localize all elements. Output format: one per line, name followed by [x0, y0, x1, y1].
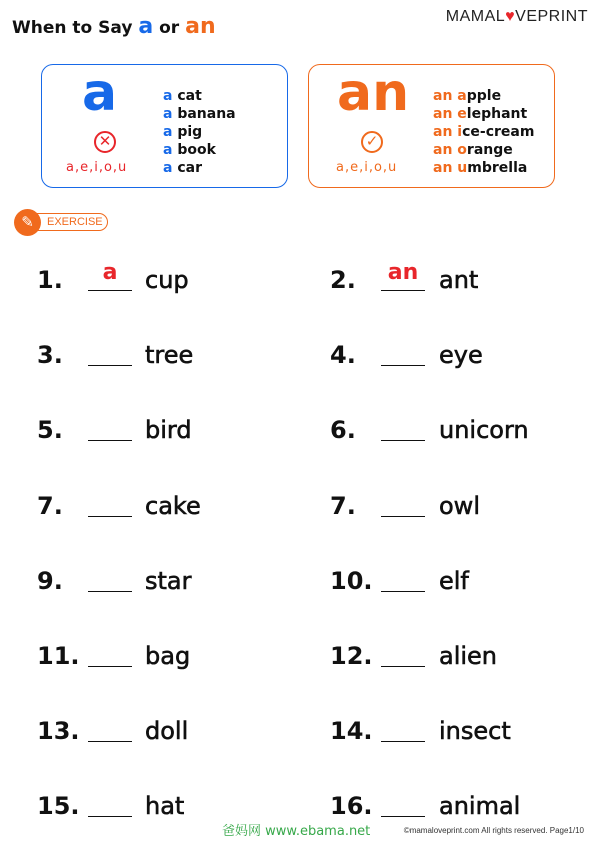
- example-item: a pig: [163, 124, 203, 140]
- answer-blank[interactable]: [88, 516, 132, 517]
- exercise-item: [37, 638, 267, 674]
- cross-icon: ✕: [94, 131, 116, 153]
- exercise-item: [330, 563, 560, 599]
- examples-list-an: [433, 87, 534, 177]
- big-letter-a: a: [82, 63, 118, 123]
- title-a: a: [138, 14, 154, 39]
- item-word: insect: [439, 717, 511, 746]
- item-word: elf: [439, 566, 469, 595]
- example-item: an ice-cream: [433, 124, 535, 140]
- title-or: or: [153, 18, 186, 38]
- example-item: a book: [163, 142, 216, 158]
- item-number: 14.: [330, 717, 373, 746]
- item-word: bag: [145, 642, 191, 670]
- logo-text-right: VEPRINT: [515, 8, 588, 25]
- answer-blank[interactable]: [381, 741, 425, 742]
- example-item: an orange: [433, 142, 513, 158]
- copyright-footer: ©mamaloveprint.com All rights reserved. Page1/10: [403, 826, 584, 835]
- brand-logo: [446, 8, 588, 26]
- item-word: cake: [145, 491, 201, 520]
- item-word: unicorn: [439, 416, 529, 445]
- exercise-label: EXERCISE: [26, 213, 108, 231]
- item-word: doll: [145, 717, 189, 746]
- example-item: a cat: [163, 88, 202, 104]
- page-title: [12, 14, 216, 39]
- answer-blank[interactable]: [381, 365, 425, 366]
- exercise-header: [14, 209, 109, 235]
- answer-blank[interactable]: [88, 816, 132, 817]
- item-number: 3.: [37, 341, 63, 370]
- item-number: 11.: [37, 642, 80, 670]
- item-number: 13.: [37, 717, 80, 746]
- rule-box-an: [308, 64, 555, 188]
- exercise-item: [330, 262, 560, 298]
- answer-blank[interactable]: [381, 290, 425, 291]
- item-number: 16.: [330, 792, 373, 821]
- item-word: cup: [145, 266, 189, 294]
- item-number: 4.: [330, 341, 356, 370]
- vowels-label: a,e,i,o,u: [336, 160, 398, 175]
- item-word: hat: [145, 792, 185, 821]
- exercise-item: [37, 563, 267, 599]
- answer-blank[interactable]: [381, 440, 425, 441]
- exercise-item: [37, 488, 267, 524]
- exercise-item: [330, 788, 560, 824]
- answer-blank[interactable]: [381, 666, 425, 667]
- vowels-label: a,e,i,o,u: [66, 160, 128, 175]
- item-word: bird: [145, 416, 192, 445]
- check-icon: ✓: [361, 131, 383, 153]
- item-number: 1.: [37, 266, 63, 294]
- item-word: animal: [439, 792, 521, 821]
- answer-blank[interactable]: [88, 290, 132, 291]
- exercise-item: [330, 488, 560, 524]
- title-an: an: [185, 14, 216, 39]
- big-letter-an: an: [337, 63, 410, 123]
- item-word: alien: [439, 642, 498, 670]
- title-prefix: When to Say: [12, 18, 139, 38]
- answer-blank[interactable]: [88, 666, 132, 667]
- exercise-item: [330, 337, 560, 373]
- answer-blank[interactable]: [381, 516, 425, 517]
- exercise-item: [330, 638, 560, 674]
- exercise-item: [37, 337, 267, 373]
- pencil-icon: ✎: [14, 209, 41, 236]
- item-word: tree: [145, 341, 194, 370]
- exercise-item: [37, 262, 267, 298]
- exercise-item: [330, 412, 560, 448]
- item-word: owl: [439, 491, 480, 520]
- item-word: star: [145, 566, 192, 595]
- answer-text: a: [102, 260, 118, 285]
- item-number: 12.: [330, 642, 373, 670]
- answer-blank[interactable]: [88, 741, 132, 742]
- item-number: 7.: [37, 491, 63, 520]
- answer-blank[interactable]: [381, 591, 425, 592]
- examples-list-a: [163, 87, 236, 177]
- example-item: an elephant: [433, 106, 528, 122]
- example-item: an apple: [433, 88, 502, 104]
- item-number: 15.: [37, 792, 80, 821]
- exercise-item: [37, 788, 267, 824]
- answer-text: an: [387, 260, 419, 285]
- example-item: a banana: [163, 106, 236, 122]
- example-item: an umbrella: [433, 160, 528, 176]
- item-number: 5.: [37, 416, 63, 445]
- answer-blank[interactable]: [88, 440, 132, 441]
- answer-blank[interactable]: [381, 816, 425, 817]
- exercise-item: [37, 412, 267, 448]
- logo-text-left: MAMAL: [445, 8, 506, 25]
- exercise-item: [37, 713, 267, 749]
- watermark: 爸妈网 www.ebama.net: [222, 824, 371, 839]
- item-number: 6.: [330, 416, 356, 445]
- item-number: 9.: [37, 566, 63, 595]
- item-number: 7.: [330, 491, 356, 520]
- item-word: ant: [439, 266, 479, 294]
- item-number: 2.: [330, 266, 356, 294]
- heart-icon: ♥: [505, 8, 516, 25]
- answer-blank[interactable]: [88, 365, 132, 366]
- rule-box-a: [41, 64, 288, 188]
- answer-blank[interactable]: [88, 591, 132, 592]
- exercise-item: [330, 713, 560, 749]
- example-item: a car: [163, 160, 202, 176]
- item-number: 10.: [330, 566, 373, 595]
- item-word: eye: [439, 341, 483, 370]
